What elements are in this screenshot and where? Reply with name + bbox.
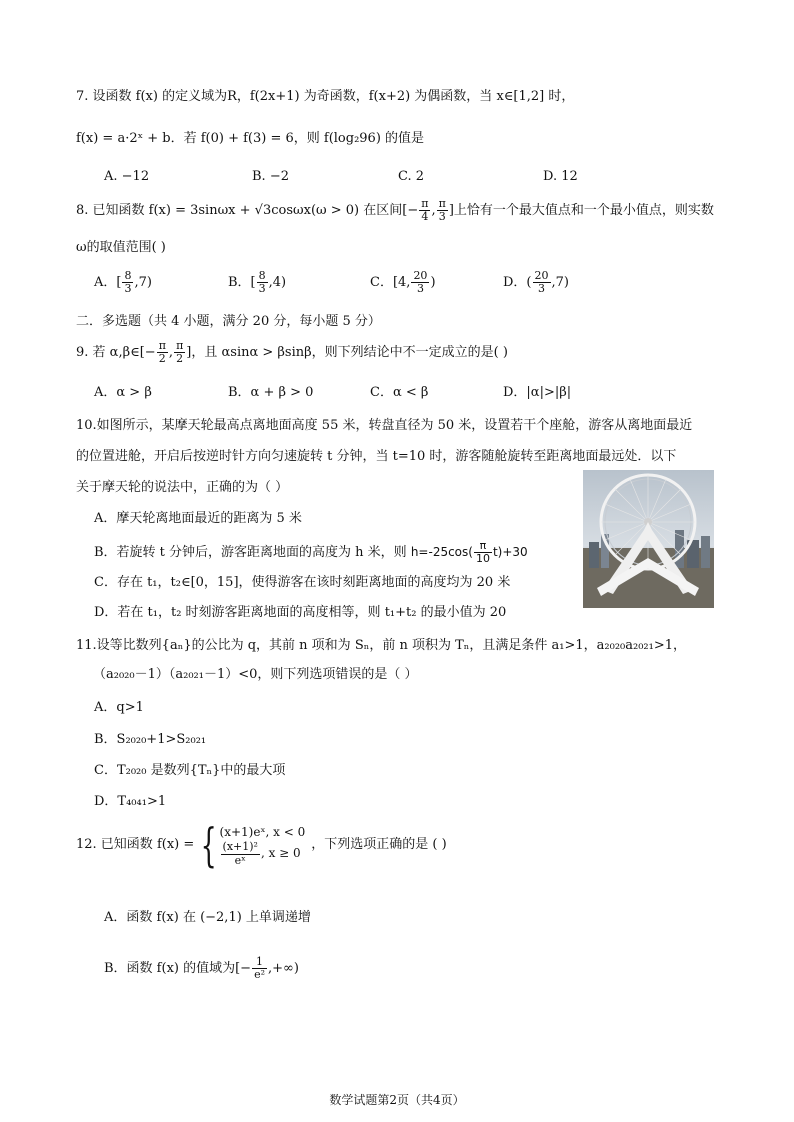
q8-line2: ω的取值范围( ): [76, 240, 166, 255]
q10-option-c: C．存在 t₁，t₂∈[0，15]，使得游客在该时刻距离地面的高度均为 20 米: [94, 575, 511, 590]
q10-option-b: B．若旋转 t 分钟后，游客距离地面的高度为 h 米，则 h=-25cos( $\frac{\pi}{10}$ t)+30: [94, 539, 528, 566]
q7-line2: f(x) = a·2ˣ + b．若 f(0) + f(3) = 6，则 f(log₂96) 的值是: [76, 131, 425, 146]
ferris-wheel-photo: [583, 470, 714, 608]
q9-option-c: C．α < β: [370, 385, 429, 400]
q11-option-a: A．q>1: [94, 700, 144, 715]
page-footer: 数学试题第2页（共4页）: [329, 1093, 465, 1107]
q7-option-a: A. −12: [104, 169, 150, 184]
q11-option-c: C．T₂₀₂₀ 是数列{Tₙ}中的最大项: [94, 763, 286, 778]
q7-option-d: D. 12: [543, 169, 578, 184]
q7-line1: 7. 设函数 f(x) 的定义域为R，f(2x+1) 为奇函数，f(x+2) 为偶函数，当 x∈[1,2] 时，: [76, 89, 575, 104]
q12-option-a: A．函数 f(x) 在 (−2,1) 上单调递增: [104, 910, 311, 925]
q9-option-a: A．α > β: [94, 385, 152, 400]
q9-line1: 9. 若 α,β∈[− $\frac{\pi}{2}$ , $\frac{\pi}{2}$ ]，且 αsinα > βsinβ，则下列结论中不一定成立的是( ): [76, 339, 508, 366]
q9-option-d: D．|α|>|β|: [503, 385, 572, 400]
q8-text-a: 8. 已知函数 f(x) = 3sinωx + √3cosωx(ω > 0) 在区间[−: [76, 203, 419, 219]
q8-option-c: C．[4, $\frac{20}{3}$ ): [370, 269, 436, 296]
q12-piecewise: (x+1)eˣ, x < 0 $\frac{\text{(x+1)²}}{\text{eˣ}}$ , x ≥ 0: [219, 825, 306, 867]
q12-brace: {: [200, 818, 217, 872]
q11-option-b: B．S₂₀₂₀+1>S₂₀₂₁: [94, 732, 207, 747]
q8-fraction-1: $\frac{\pi}{4}$: [421, 197, 429, 224]
q10-option-a: A．摩天轮离地面最近的距离为 5 米: [94, 511, 302, 526]
ferris-wheel-illustration: [583, 470, 714, 608]
q8-option-d: D．( $\frac{20}{3}$ ,7): [503, 269, 569, 296]
q10-line3: 关于摩天轮的说法中，正确的为（ ）: [76, 480, 289, 495]
q10-line2: 的位置进舱，开启后按逆时针方向匀速旋转 t 分钟，当 t=10 时，游客随舱旋转至距离地面最远处．以下: [76, 449, 677, 464]
q8-option-b: B．[ $\frac{8}{3}$ ,4): [228, 269, 287, 296]
q8-line1: 8. 已知函数 f(x) = 3sinωx + √3cosωx(ω > 0) 在区间[− $\frac{\pi}{4}$ , $\frac{\pi}{3}$ ]上恰有一个最大值点和一个最小值点，则实数: [76, 197, 714, 224]
q12-option-b: B．函数 f(x) 的值域为[− $\frac{1}{\text{e²}}$ ,+∞): [104, 955, 299, 982]
q9-option-b: B．α + β > 0: [228, 385, 314, 400]
q11-line2: （a₂₀₂₀－1）（a₂₀₂₁－1）<0，则下列选项错误的是（ ）: [93, 667, 418, 682]
q12-line1: 12. 已知函数 f(x) = { (x+1)eˣ, x < 0 $\frac{\text{(x+1)²}}{\text{eˣ}}$ , x ≥ 0 ，下列选项正确的是 ( ): [76, 818, 447, 872]
q9-fraction-1: $\frac{\pi}{2}$: [158, 339, 166, 366]
q9-fraction-2: $\frac{\pi}{2}$: [176, 339, 184, 366]
q8-text-b: ]上恰有一个最大值点和一个最小值点，则实数: [448, 203, 714, 219]
section-2-header: 二．多选题（共 4 小题，满分 20 分，每小题 5 分）: [76, 314, 381, 329]
q11-option-d: D．T₄₀₄₁>1: [94, 794, 167, 809]
q10-option-d: D．若在 t₁，t₂ 时刻游客距离地面的高度相等，则 t₁+t₂ 的最小值为 20: [94, 605, 507, 620]
q8-option-a: A．[ $\frac{8}{3}$ ,7): [94, 269, 152, 296]
q11-line1: 11.设等比数列{aₙ}的公比为 q，其前 n 项和为 Sₙ，前 n 项积为 Tₙ，且满足条件 a₁>1，a₂₀₂₀a₂₀₂₁>1，: [76, 638, 687, 653]
q7-option-c: C. 2: [398, 169, 425, 184]
q8-fraction-2: $\frac{\pi}{3}$: [438, 197, 446, 224]
q10-line1: 10.如图所示，某摩天轮最高点离地面高度 55 米，转盘直径为 50 米，设置若干个座舱，游客从离地面最近: [76, 418, 693, 433]
q7-option-b: B. −2: [252, 169, 289, 184]
